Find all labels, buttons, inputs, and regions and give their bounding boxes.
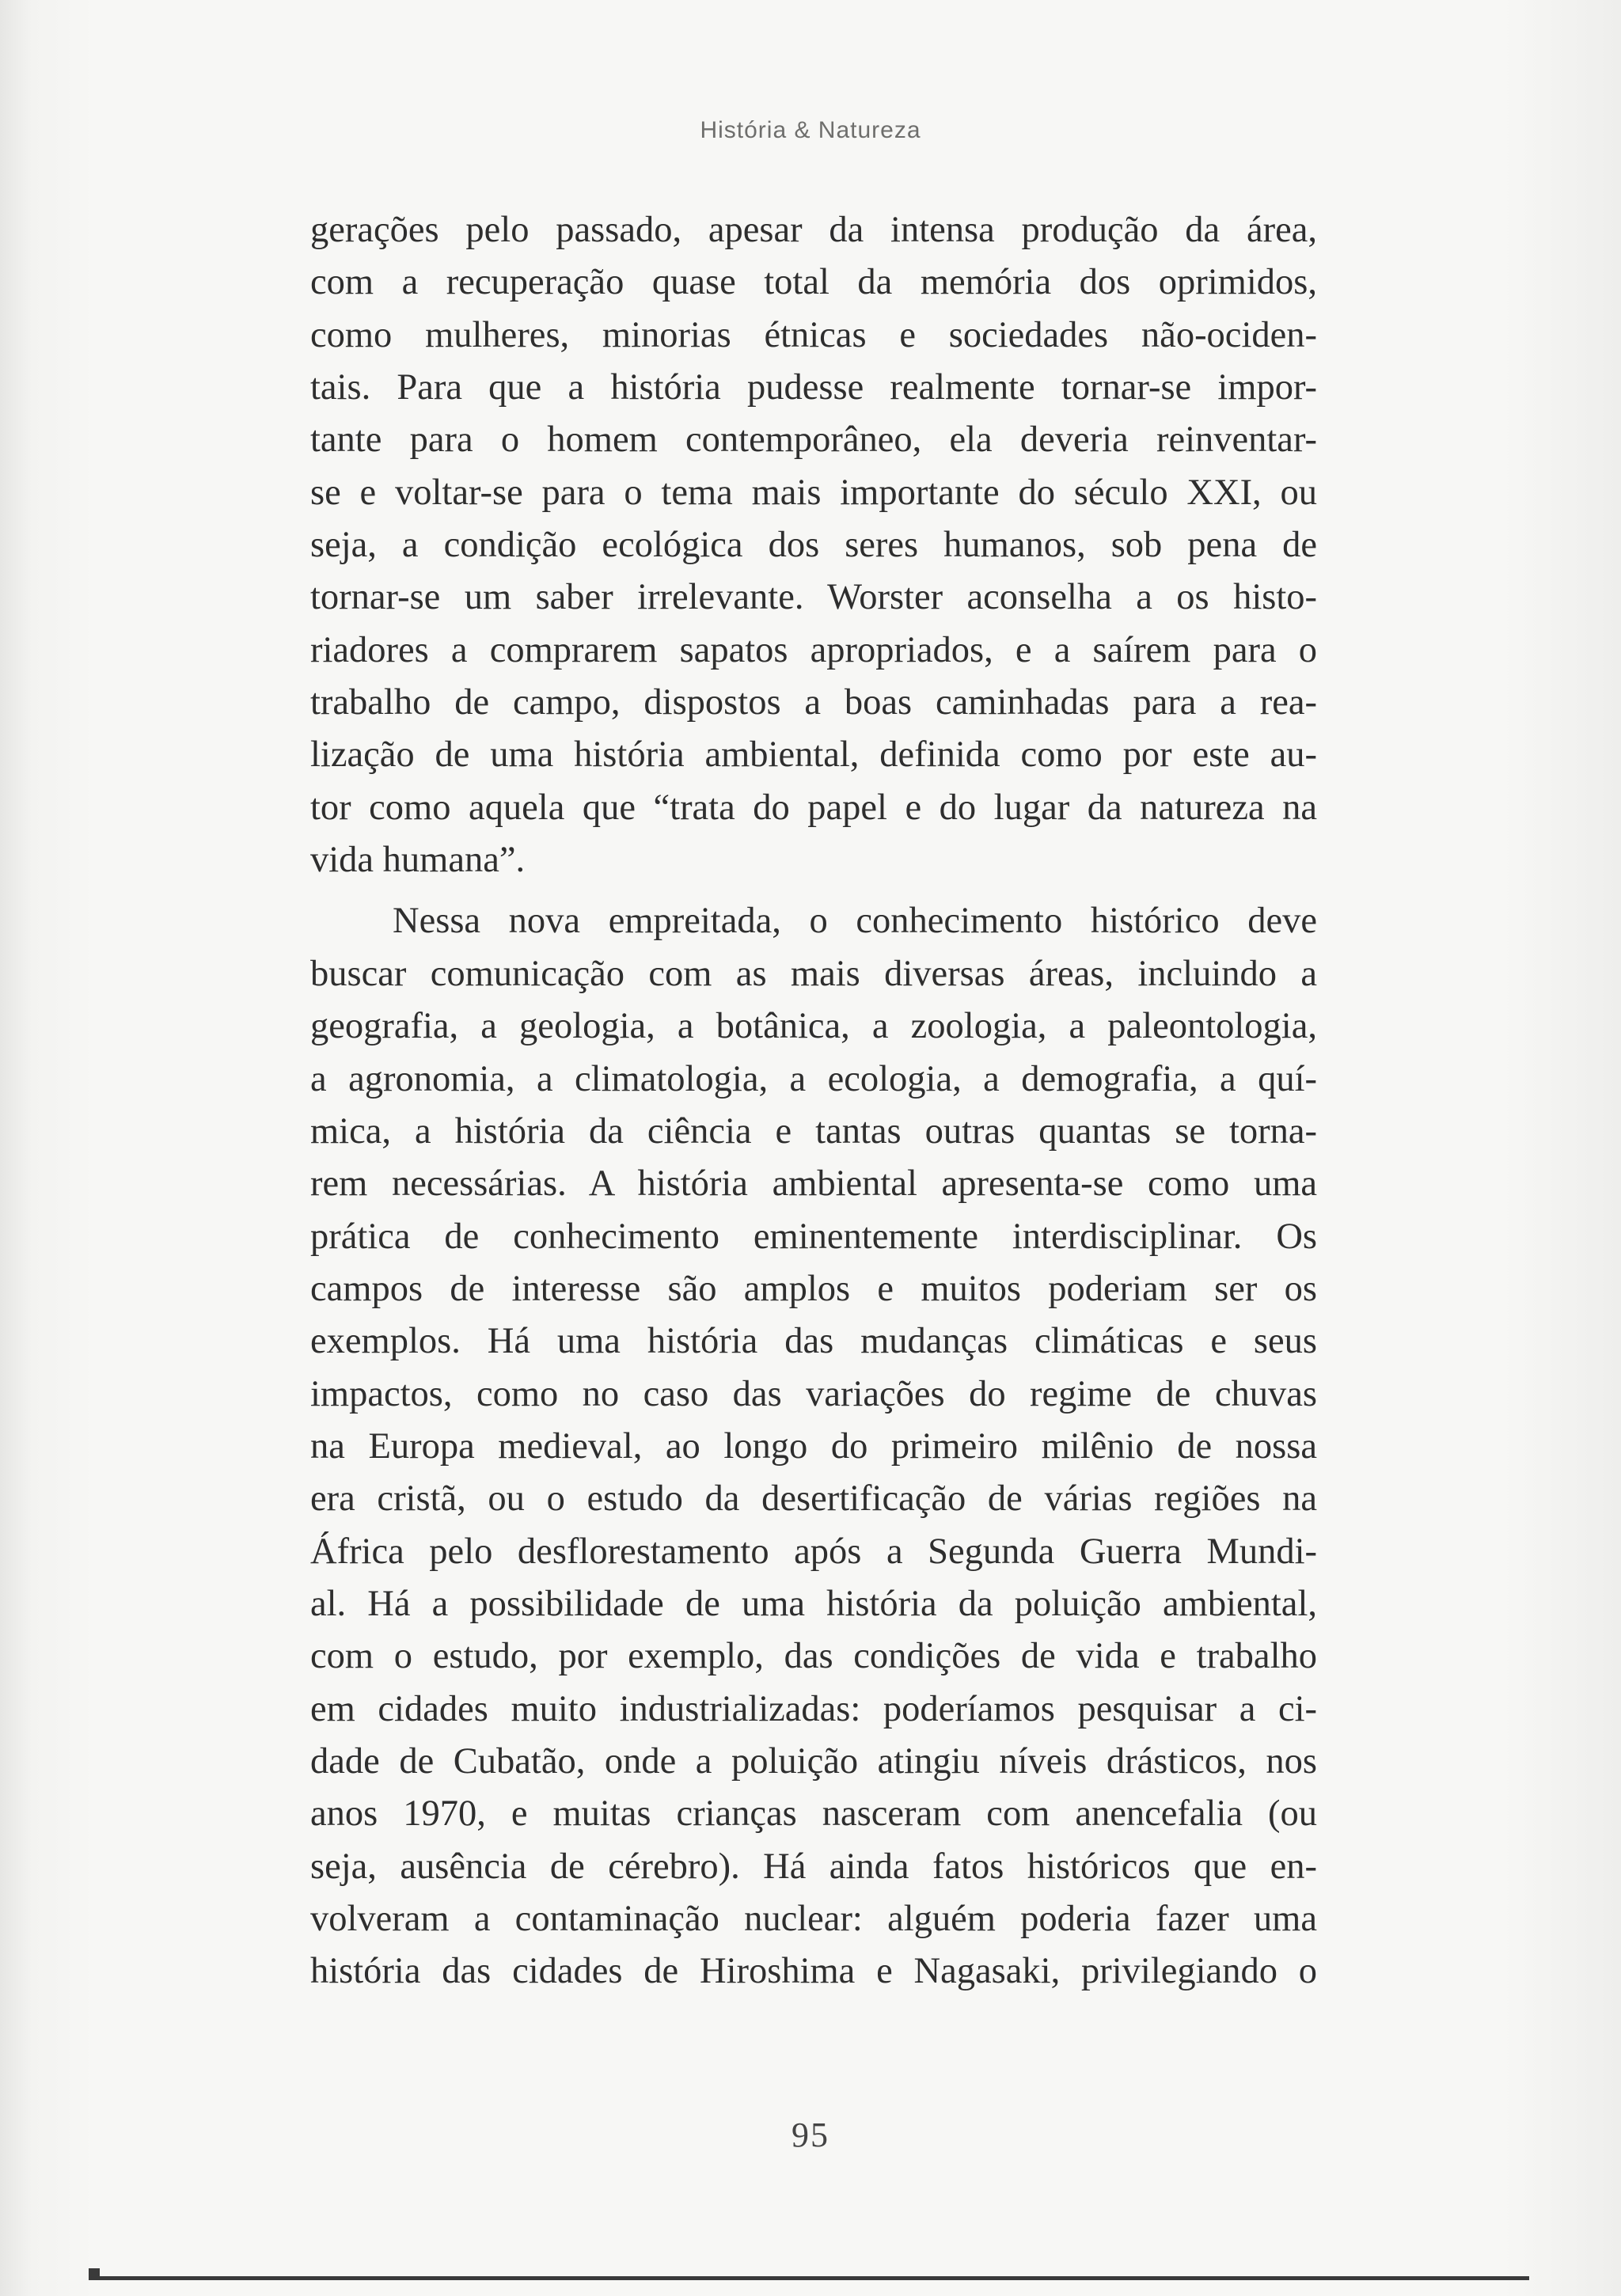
text-line: trabalho de campo, dispostos a boas caminhadas para a rea- — [310, 682, 1317, 723]
text-line: exemplos. Há uma história das mudanças climáticas e seus — [310, 1321, 1317, 1362]
text-line: mica, a história da ciência e tantas outras quantas se torna- — [310, 1110, 1317, 1152]
text-line: tornar-se um saber irrelevante. Worster aconselha a os histo- — [310, 577, 1317, 618]
text-line: al. Há a possibilidade de uma história da poluição ambiental, — [310, 1583, 1317, 1624]
text-line: na Europa medieval, ao longo do primeiro milênio de nossa — [310, 1425, 1317, 1467]
paragraph-gap — [310, 886, 1317, 895]
text-line: se e voltar-se para o tema mais importante do século XXI, ou — [310, 472, 1317, 513]
text-line: África pelo desflorestamento após a Segunda Guerra Mundi- — [310, 1531, 1317, 1572]
text-line: campos de interesse são amplos e muitos poderiam ser os — [310, 1268, 1317, 1309]
running-head: História & Natureza — [700, 117, 921, 143]
page-number: 95 — [792, 2116, 829, 2154]
paragraph-1 — [310, 204, 1317, 886]
text-line: buscar comunicação com as mais diversas áreas, incluindo a — [310, 953, 1317, 994]
text-line: em cidades muito industrializadas: poderíamos pesquisar a ci- — [310, 1688, 1317, 1729]
text-line: a agronomia, a climatologia, a ecologia, a demografia, a quí- — [310, 1058, 1317, 1099]
text-line: prática de conhecimento eminentemente interdisciplinar. Os — [310, 1216, 1317, 1257]
text-line: Nessa nova empreitada, o conhecimento histórico deve — [393, 901, 1317, 942]
text-line: gerações pelo passado, apesar da intensa produção da área, — [310, 210, 1317, 250]
text-line: anos 1970, e muitas crianças nasceram com anencefalia (ou — [310, 1793, 1317, 1835]
text-line: lização de uma história ambiental, definida como por este au- — [310, 734, 1317, 776]
text-line: geografia, a geologia, a botânica, a zoologia, a paleontologia, — [310, 1006, 1317, 1047]
text-line: volveram a contaminação nuclear: alguém poderia fazer uma — [310, 1899, 1317, 1939]
text-line: era cristã, ou o estudo da desertificação de várias regiões na — [310, 1478, 1317, 1520]
text-line: história das cidades de Hiroshima e Nagasaki, privilegiando o — [310, 1951, 1317, 1992]
text-line: dade de Cubatão, onde a poluição atingiu níveis drásticos, nos — [310, 1740, 1317, 1782]
text-line: com a recuperação quase total da memória dos oprimidos, — [310, 262, 1317, 303]
paragraph-2 — [310, 895, 1317, 1998]
text-line: tante para o homem contemporâneo, ela deveria reinventar- — [310, 419, 1317, 461]
text-line: riadores a comprarem sapatos apropriados, e a saírem para o — [310, 629, 1317, 670]
text-line: seja, a condição ecológica dos seres humanos, sob pena de — [310, 525, 1317, 566]
text-line: com o estudo, por exemplo, das condições de vida e trabalho — [310, 1636, 1317, 1677]
scan-edge-line — [89, 2276, 1529, 2280]
text-line: impactos, como no caso das variações do regime de chuvas — [310, 1373, 1317, 1414]
text-line: rem necessárias. A história ambiental apresenta-se como uma — [310, 1163, 1317, 1205]
body-text — [310, 204, 1317, 1998]
text-line: como mulheres, minorias étnicas e sociedades não-ociden- — [310, 314, 1317, 355]
text-line: seja, ausência de cérebro). Há ainda fatos históricos que en- — [310, 1846, 1317, 1887]
text-line: vida humana”. — [310, 840, 526, 881]
text-line: tor como aquela que “trata do papel e do lugar da natureza na — [310, 787, 1317, 828]
text-line: tais. Para que a história pudesse realmente tornar-se impor- — [310, 367, 1317, 408]
